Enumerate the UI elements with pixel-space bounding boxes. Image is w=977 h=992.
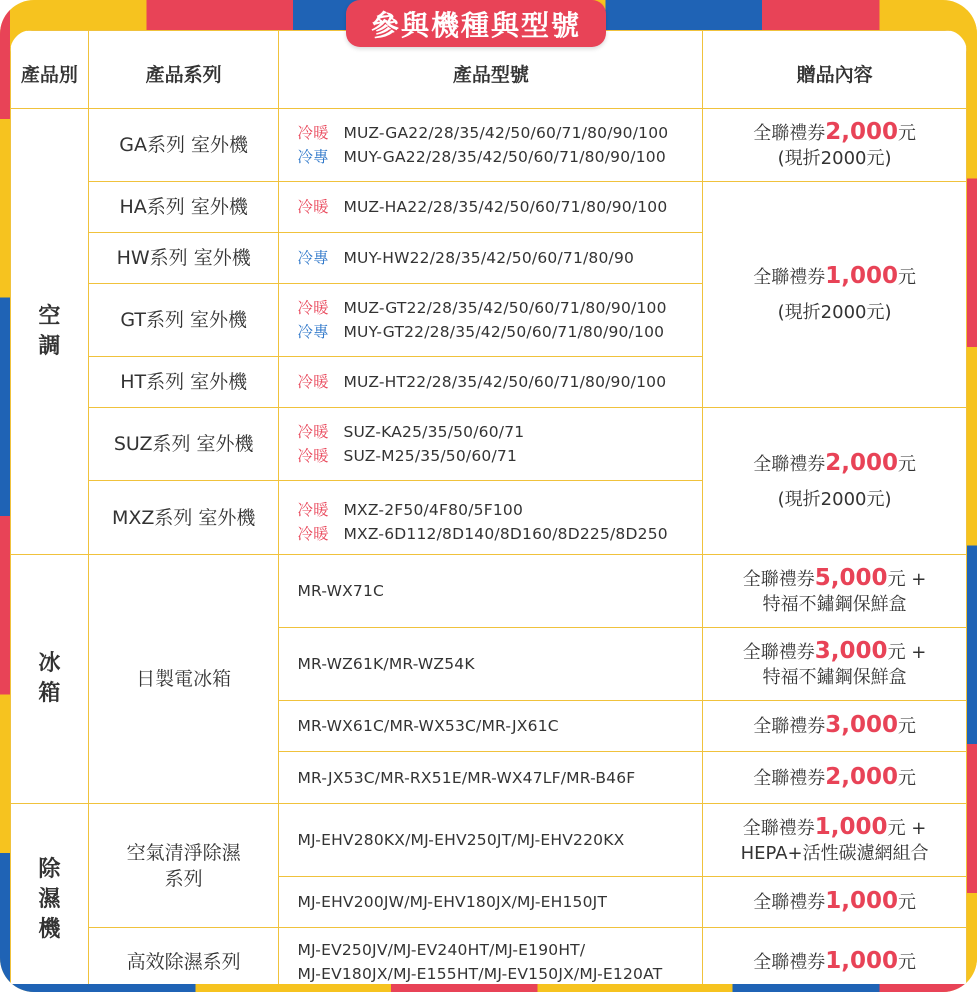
- table-row: [11, 804, 967, 877]
- model-cell: MR-WX71C: [279, 555, 703, 628]
- series-cell: SUZ系列 室外機: [88, 408, 279, 481]
- gift-amount: 1,000: [814, 813, 888, 840]
- gift-note: HEPA+活性碳濾網組合: [740, 842, 929, 864]
- model-cell: MR-WX61C/MR-WX53C/MR-JX61C: [279, 701, 703, 752]
- model-cell: [279, 182, 703, 233]
- series-cell: HA系列 室外機: [88, 182, 279, 233]
- gift-note: (現折2000元): [777, 147, 892, 169]
- model-text: MXZ-2F50/4F80/5F100: [343, 500, 524, 519]
- model-cell: MJ-EHV280KX/MJ-EHV250JT/MJ-EHV220KX: [279, 804, 703, 877]
- mode-tag: 冷專: [297, 148, 329, 166]
- table-row: [11, 182, 967, 233]
- model-text: MUZ-GT22/28/35/42/50/60/71/80/90/100: [343, 299, 667, 317]
- model-cell: MR-JX53C/MR-RX51E/MR-WX47LF/MR-B46F: [279, 752, 703, 804]
- gift-amount: 2,000: [825, 763, 898, 790]
- mode-tag: 冷專: [297, 323, 329, 341]
- model-cell: [279, 233, 703, 284]
- table-row: [11, 928, 967, 985]
- model-text: MUZ-HT22/28/35/42/50/60/71/80/90/100: [343, 373, 667, 391]
- model-cell: [279, 928, 703, 985]
- header-model: 產品型號: [279, 31, 703, 109]
- series-cell: MXZ系列 室外機: [88, 481, 279, 555]
- model-text: MJ-EV180JX/MJ-E155HT/MJ-EV150JX/MJ-E120AT: [297, 964, 663, 983]
- gift-amount: 2,000: [825, 449, 898, 476]
- gift-cell: 全聯禮券2,000元: [703, 752, 967, 804]
- gift-cell: 全聯禮券1,000元 + HEPA+活性碳濾網組合: [703, 804, 967, 877]
- gift-note: 特福不鏽鋼保鮮盒: [762, 593, 907, 615]
- gift-amount: 1,000: [825, 263, 898, 289]
- gift-cell: 全聯禮券1,000元 (現折2000元): [703, 182, 967, 408]
- table-row: [11, 408, 967, 481]
- series-cell: 空氣清淨除濕 系列: [88, 804, 279, 928]
- model-text: MUZ-GA22/28/35/42/50/60/71/80/90/100: [343, 124, 669, 142]
- gift-amount: 1,000: [825, 947, 898, 974]
- model-cell: [279, 481, 703, 555]
- mode-tag: 冷暖: [297, 198, 329, 216]
- header-series: 產品系列: [88, 31, 279, 109]
- right-border: [967, 0, 977, 992]
- category-dehumidifier: 除濕機: [11, 804, 89, 985]
- series-cell: 高效除濕系列: [88, 928, 279, 985]
- model-cell: [279, 109, 703, 182]
- model-text: MJ-EV250JV/MJ-EV240HT/MJ-E190HT/: [297, 940, 586, 959]
- gift-note: (現折2000元): [777, 302, 892, 323]
- gift-amount: 5,000: [814, 564, 888, 591]
- model-text: MUY-GA22/28/35/42/50/60/71/80/90/100: [343, 148, 666, 166]
- left-border: [0, 0, 10, 992]
- bottom-border: [0, 984, 977, 992]
- model-cell: MJ-EHV200JW/MJ-EHV180JX/MJ-EH150JT: [279, 877, 703, 928]
- model-text: MUY-GT22/28/35/42/50/60/71/80/90/100: [343, 323, 665, 341]
- gift-note: 特福不鏽鋼保鮮盒: [762, 666, 907, 688]
- model-cell: MR-WZ61K/MR-WZ54K: [279, 628, 703, 701]
- gift-note: (現折2000元): [777, 488, 892, 510]
- gift-cell: 全聯禮券1,000元: [703, 928, 967, 985]
- product-table: [10, 30, 967, 984]
- model-text: SUZ-M25/35/50/60/71: [343, 447, 518, 465]
- table-panel: [10, 30, 967, 984]
- series-cell: HT系列 室外機: [88, 357, 279, 408]
- mode-tag: 冷專: [297, 249, 329, 267]
- model-text: SUZ-KA25/35/50/60/71: [343, 423, 525, 441]
- series-cell: GT系列 室外機: [88, 284, 279, 357]
- category-ac: 空調: [11, 109, 89, 555]
- mode-tag: 冷暖: [297, 124, 329, 142]
- header-category: 產品別: [11, 31, 89, 109]
- mode-tag: 冷暖: [297, 447, 329, 465]
- mode-tag: 冷暖: [297, 524, 329, 543]
- model-cell: [279, 357, 703, 408]
- series-cell: HW系列 室外機: [88, 233, 279, 284]
- gift-cell: 全聯禮券3,000元: [703, 701, 967, 752]
- table-row: [11, 109, 967, 182]
- gift-cell: 全聯禮券2,000元 (現折2000元): [703, 408, 967, 555]
- gift-cell: 全聯禮券2,000元 (現折2000元): [703, 109, 967, 182]
- mode-tag: 冷暖: [297, 423, 329, 441]
- header-gift: 贈品內容: [703, 31, 967, 109]
- page-title: 參與機種與型號: [346, 0, 606, 47]
- model-text: MUZ-HA22/28/35/42/50/60/71/80/90/100: [343, 198, 668, 216]
- gift-amount: 2,000: [825, 118, 898, 145]
- category-fridge: 冰箱: [11, 555, 89, 804]
- gift-cell: 全聯禮券3,000元 + 特福不鏽鋼保鮮盒: [703, 628, 967, 701]
- series-cell: 日製電冰箱: [88, 555, 279, 804]
- model-cell: [279, 408, 703, 481]
- model-text: MXZ-6D112/8D140/8D160/8D225/8D250: [343, 524, 668, 543]
- series-cell: GA系列 室外機: [88, 109, 279, 182]
- mode-tag: 冷暖: [297, 299, 329, 317]
- gift-amount: 3,000: [825, 712, 898, 738]
- model-text: MUY-HW22/28/35/42/50/60/71/80/90: [343, 249, 635, 267]
- model-cell: [279, 284, 703, 357]
- gift-cell: 全聯禮券5,000元 + 特福不鏽鋼保鮮盒: [703, 555, 967, 628]
- mode-tag: 冷暖: [297, 500, 329, 519]
- gift-amount: 1,000: [825, 888, 898, 914]
- gift-amount: 3,000: [814, 637, 888, 664]
- table-row: [11, 555, 967, 628]
- mode-tag: 冷暖: [297, 373, 329, 391]
- gift-cell: 全聯禮券1,000元: [703, 877, 967, 928]
